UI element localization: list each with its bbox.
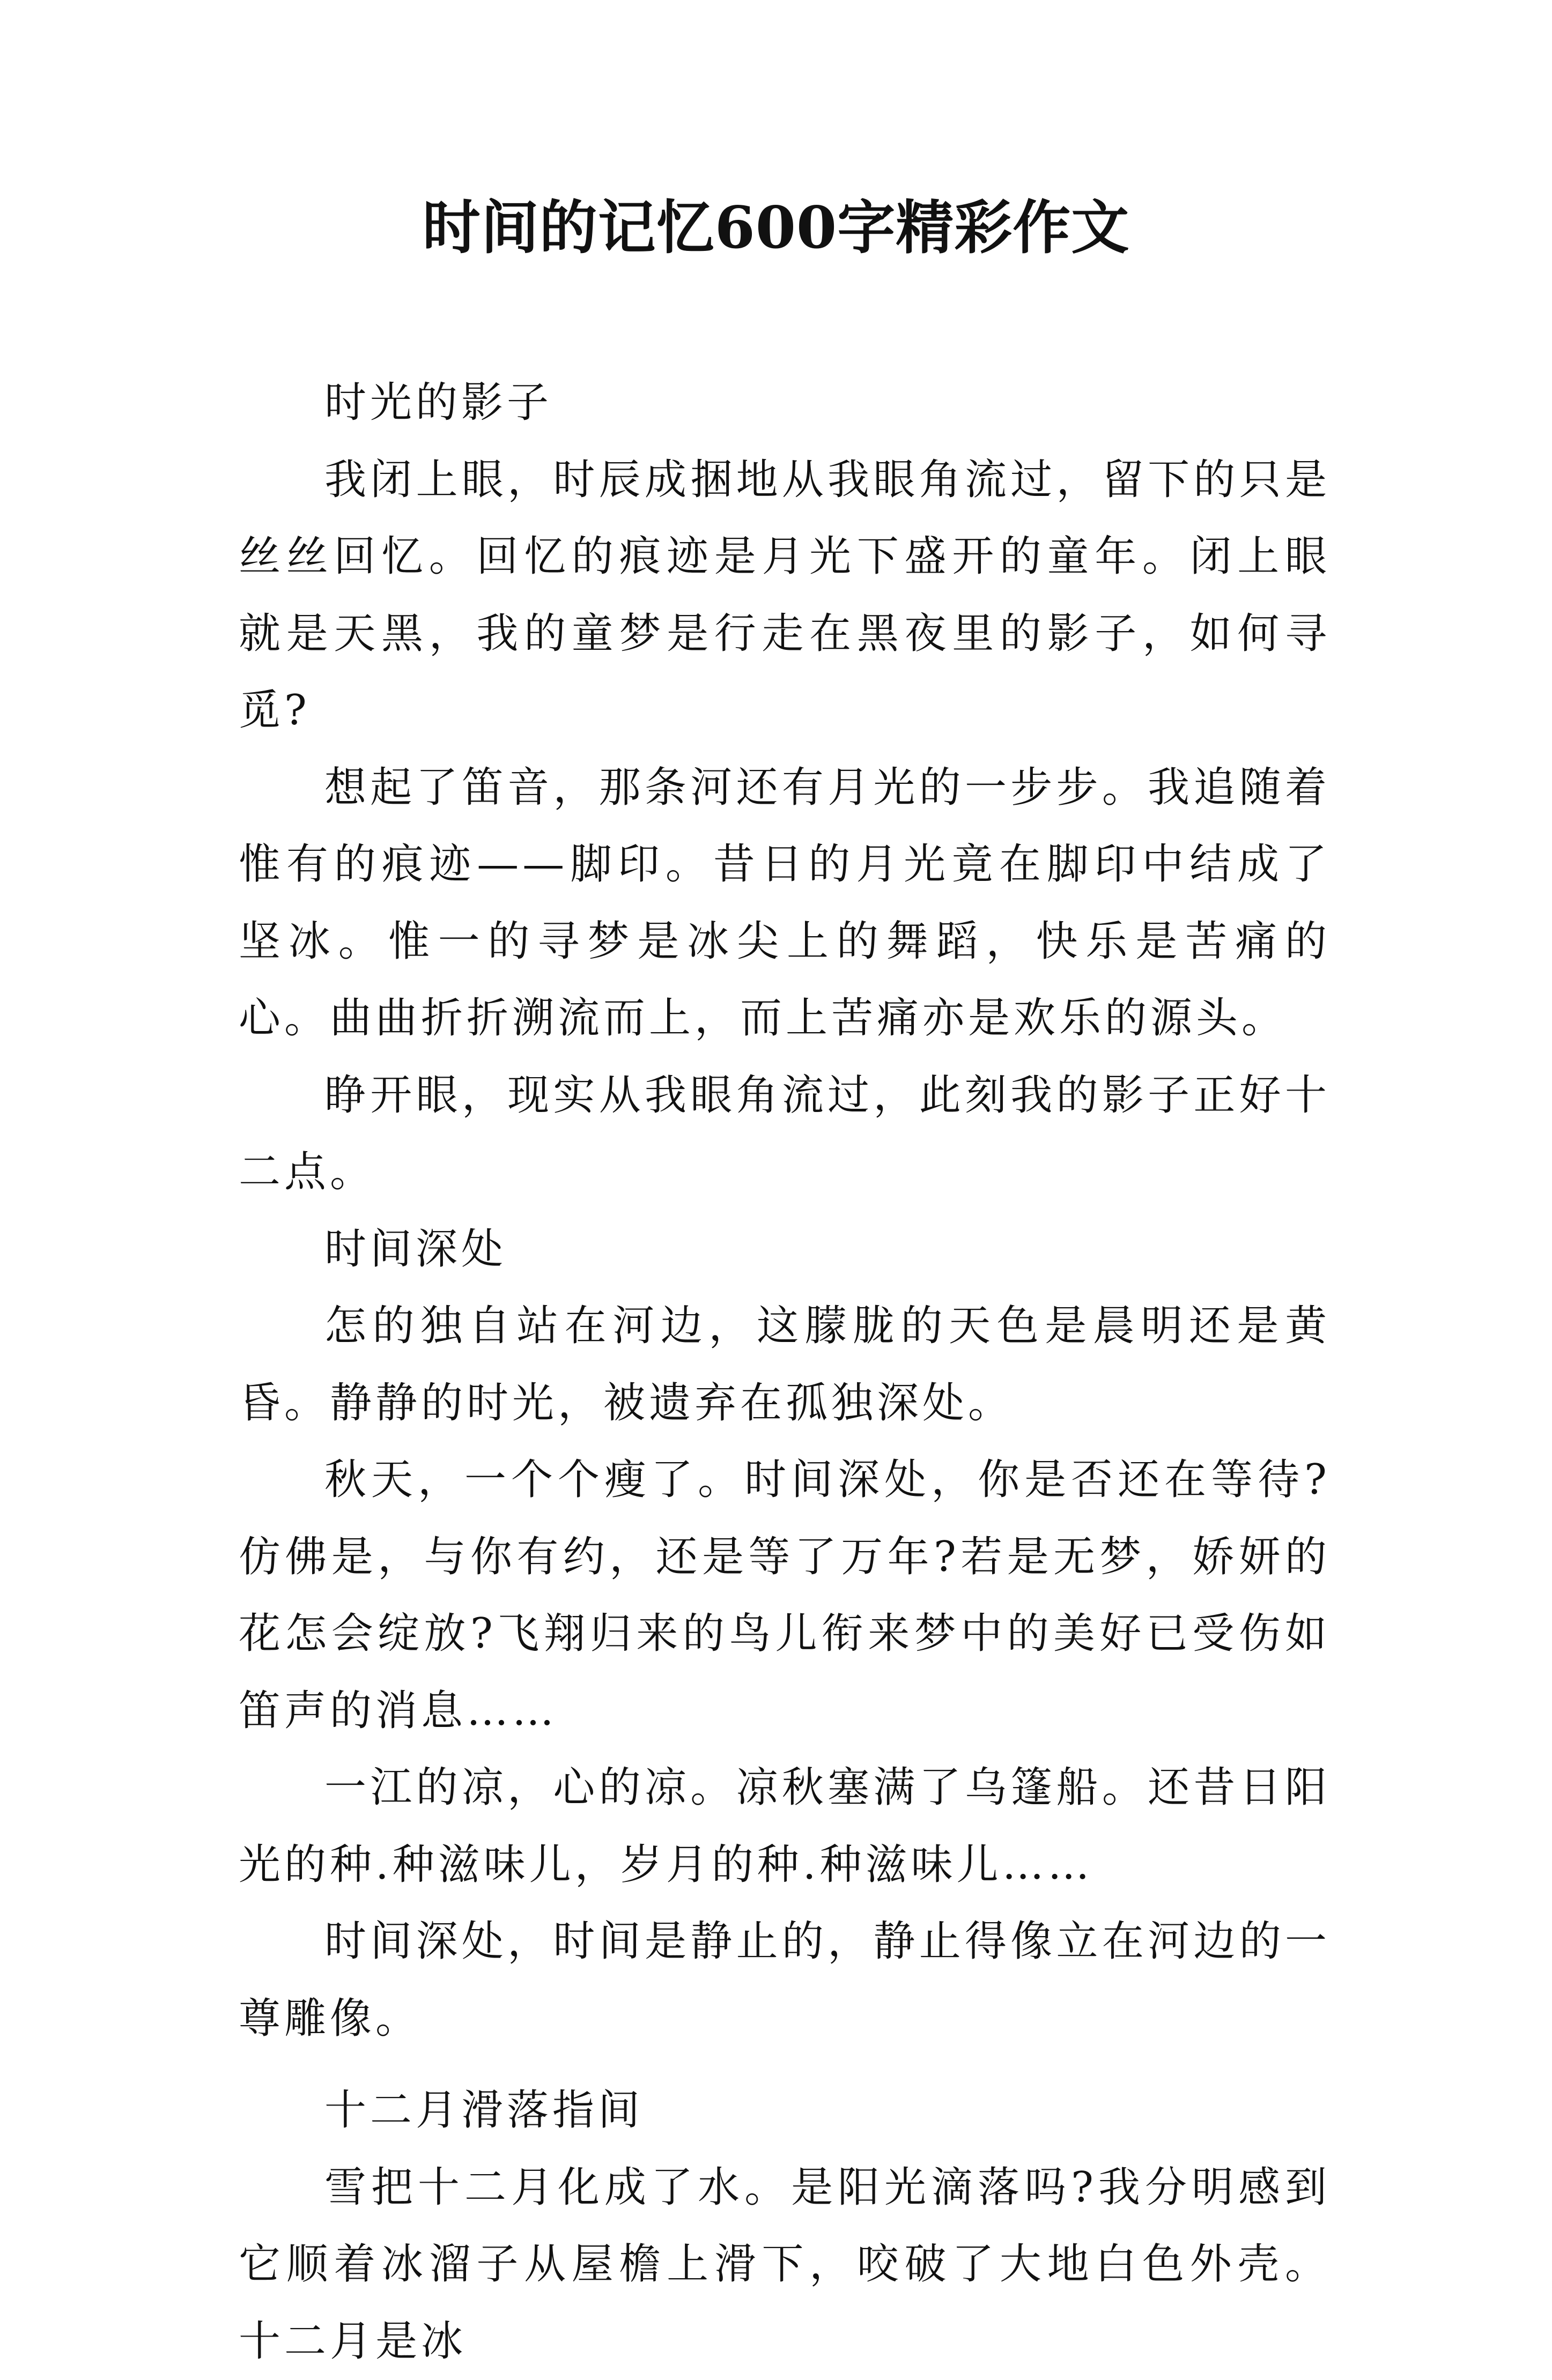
paragraph: 雪把十二月化成了水。是阳光滴落吗?我分明感到它顺着冰溜子从屋檐上滑下，咬破了大地白色外壳。十二月是冰: [239, 2149, 1331, 2380]
paragraph: 一江的凉，心的凉。凉秋塞满了乌篷船。还昔日阳光的种.种滋味儿，岁月的种.种滋味儿……: [239, 1749, 1331, 1903]
section-heading: 十二月滑落指间: [239, 2072, 1331, 2149]
section-heading: 时间深处: [239, 1211, 1331, 1288]
section-heading: 时光的影子: [239, 365, 1331, 442]
paragraph: 睁开眼，现实从我眼角流过，此刻我的影子正好十二点。: [239, 1057, 1331, 1211]
paragraph: 想起了笛音，那条河还有月光的一步步。我追随着惟有的痕迹——脚印。昔日的月光竟在脚印中结成了坚冰。惟一的寻梦是冰尖上的舞蹈，快乐是苦痛的心。曲曲折折溯流而上，而上苦痛亦是欢乐的源头。: [239, 750, 1331, 1057]
paragraph: 秋天，一个个瘦了。时间深处，你是否还在等待?仿佛是，与你有约，还是等了万年?若是无梦，娇妍的花怎会绽放?飞翔归来的鸟儿衔来梦中的美好已受伤如笛声的消息……: [239, 1442, 1331, 1749]
paragraph: 我闭上眼，时辰成捆地从我眼角流过，留下的只是丝丝回忆。回忆的痕迹是月光下盛开的童年。闭上眼就是天黑，我的童梦是行走在黑夜里的影子，如何寻觅?: [239, 442, 1331, 750]
document-body: [239, 365, 1331, 2380]
paragraph: 时间深处，时间是静止的，静止得像立在河边的一尊雕像。: [239, 1903, 1331, 2057]
document-title: 时间的记忆600字精彩作文: [0, 190, 1552, 265]
paragraph: 怎的独自站在河边，这朦胧的天色是晨明还是黄昏。静静的时光，被遗弃在孤独深处。: [239, 1288, 1331, 1442]
